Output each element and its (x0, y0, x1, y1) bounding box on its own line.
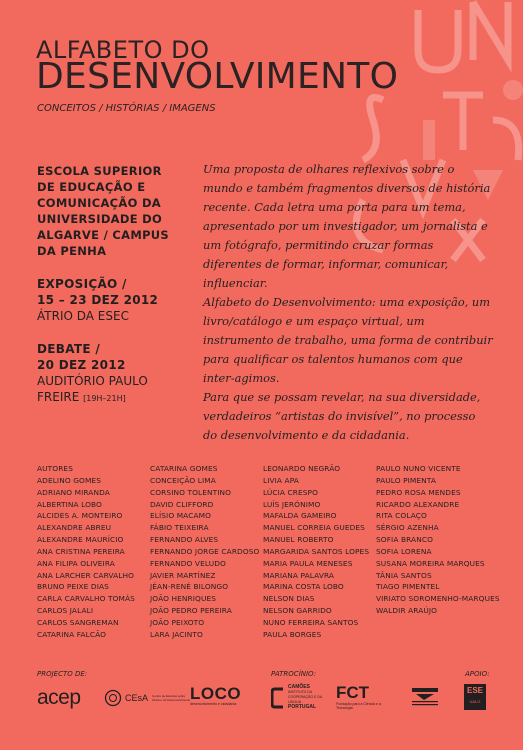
school-line: DE EDUCAÇÃO E (37, 180, 146, 194)
title-top: ALFABETO DO (36, 36, 210, 64)
apoio-label: APOIO: (465, 670, 490, 678)
camoes-text-3: PORTUGAL (288, 704, 317, 710)
author-name: MARINA COSTA LOBO (263, 582, 344, 592)
school-name (37, 163, 197, 259)
author-name: ANA CRISTINA PEREIRA (37, 546, 125, 556)
author-name: FERNANDO ALVES (150, 535, 219, 545)
author-name: MAFALDA GAMEIRO (263, 511, 337, 521)
author-name: JOÃO PEIXOTO (150, 617, 205, 627)
school-line: COMUNICAÇÃO DA (37, 196, 162, 210)
author-name: CATARINA FALCÃO (37, 629, 107, 639)
author-name: CONCEIÇÃO LIMA (150, 475, 216, 485)
author-name: ADRIANO MIRANDA (37, 487, 110, 497)
author-name: SUSANA MOREIRA MARQUES (376, 558, 485, 568)
cesa-subtext: Centro de Estudos sobre África e do Desenvolvimento (152, 694, 191, 702)
author-name: ANA LARCHER CARVALHO (37, 570, 135, 580)
author-name: MARIANA PALAVRA (263, 570, 335, 580)
cesa-logo (104, 689, 192, 707)
author-name: BRUNO PEIXE DIAS (37, 582, 109, 592)
author-name: CARLA CARVALHO TOMÁS (37, 594, 135, 604)
authors-column-2 (150, 463, 259, 641)
intro-text (203, 160, 493, 445)
author-name: TIAGO PIMENTEL (376, 582, 440, 592)
author-name: SÉRGIO AZENHA (376, 523, 439, 533)
camoes-text-1: CAMÕES (288, 684, 310, 690)
author-name: NELSON GARRIDO (263, 606, 332, 616)
exhibition-heading: EXPOSIÇÃO / (37, 277, 127, 291)
debate-time: [19H–21H] (83, 394, 126, 403)
exhibition-dates: 15 – 23 DEZ 2012 (37, 293, 159, 307)
camoes-text (288, 685, 328, 710)
intro-paragraph-1: Uma proposta de olhares reflexivos sobre o mundo e também fragmentos diversos de história recente. Cada letra uma porta para um tema, apresentado por um investigador, um jornalista e um fotógrafo, permitindo cruzar formas diferentes de formar, informar, comunicar, influenciar. (203, 162, 491, 290)
school-line: UNIVERSIDADE DO (37, 212, 163, 226)
author-name: MANUEL CORREIA GUEDES (263, 523, 365, 533)
ministry-emblem-icon (410, 686, 440, 706)
loco-logo (190, 685, 241, 706)
author-name: ELÍSIO MACAMO (150, 511, 212, 521)
intro-paragraph-2: Alfabeto do Desenvolvimento: uma exposição, um livro/catálogo e um espaço virtual, um instrumento de trabalho, uma forma de contribuir para qualificar os talentos humanos com que inter-agimos. (203, 295, 493, 385)
author-name: ANA FILIPA OLIVEIRA (37, 558, 115, 568)
exhibition-place: ÁTRIO DA ESEC (37, 309, 129, 323)
ese-subtext: UALG (469, 699, 481, 704)
loco-text: LOCO (190, 684, 242, 703)
debate-block (37, 341, 197, 407)
subtitle: CONCEITOS / HISTÓRIAS / IMAGENS (37, 103, 216, 114)
exhibition-block (37, 276, 197, 324)
author-name: TÂNIA SANTOS (376, 570, 432, 580)
ese-logo (464, 684, 486, 710)
debate-place: AUDITÓRIO PAULO (37, 374, 148, 388)
author-name: ALCIDES A. MONTEIRO (37, 511, 123, 521)
author-name: NUNO FERREIRA SANTOS (263, 617, 359, 627)
camoes-logo (271, 685, 328, 710)
author-name: MARGARIDA SANTOS LOPES (263, 546, 370, 556)
author-name: FERNANDO JORGE CARDOSO (150, 546, 260, 556)
loco-subtext: desenvolvimento e cidadania (190, 702, 237, 706)
author-name: MANUEL ROBERTO (263, 535, 334, 545)
debate-heading: DEBATE / (37, 342, 101, 356)
author-name: LEONARDO NEGRÃO (263, 464, 341, 473)
ministry-logo (410, 686, 440, 710)
author-name: LÚCIA CRESPO (263, 487, 319, 497)
author-name: CATARINA GOMES (150, 464, 218, 473)
author-name: PAULO PIMENTA (376, 475, 436, 485)
cesa-emblem-icon (104, 689, 122, 707)
author-name: CORSINO TOLENTINO (150, 487, 232, 497)
debate-place-line2 (37, 389, 197, 407)
author-name: ADELINO GOMES (37, 475, 101, 485)
author-name: JAVIER MARTÍNEZ (150, 570, 216, 580)
author-name: ALEXANDRE ABREU (37, 523, 112, 533)
debate-date: 20 DEZ 2012 (37, 358, 126, 372)
author-name: JOÃO HENRIQUES (150, 594, 217, 604)
author-name: NELSON DIAS (263, 594, 315, 604)
authors-column-1 (37, 463, 135, 641)
ese-text: ESE (466, 686, 483, 695)
author-name: VIRIATO SOROMENHO-MARQUES (376, 594, 500, 604)
author-name: PAULA BORGES (263, 629, 322, 639)
camoes-emblem-icon (271, 687, 285, 709)
patrocinio-label: PATROCÍNIO: (271, 670, 317, 678)
author-name: WALDIR ARAÚJO (376, 606, 438, 616)
author-name: CARLOS SANGREMAN (37, 617, 119, 627)
author-name: ALEXANDRE MAURÍCIO (37, 535, 124, 545)
authors-column-4 (376, 463, 500, 617)
page-title: DESENVOLVIMENTO (36, 56, 399, 97)
author-name: FERNANDO VELUDO (150, 558, 226, 568)
author-name: PAULO NUNO VICENTE (376, 464, 461, 473)
author-name: DAVID CLIFFORD (150, 499, 214, 509)
author-name: SOFIA LORENA (376, 546, 432, 556)
author-name: FÁBIO TEIXEIRA (150, 523, 209, 533)
authors-heading: AUTORES (37, 464, 73, 473)
fct-subtext: Fundação para a Ciência e a Tecnologia (336, 702, 381, 710)
author-name: PEDRO ROSA MENDES (376, 487, 461, 497)
author-name: SOFIA BRANCO (376, 535, 434, 545)
fct-logo (336, 684, 396, 710)
author-name: RITA COLAÇO (376, 511, 427, 521)
debate-place-2: FREIRE (37, 390, 80, 404)
camoes-text-2: INSTITUTO DA COOPERAÇÃO E DA LÍNGUA (288, 690, 323, 704)
acep-logo: acep (37, 686, 81, 709)
author-name: MARIA PAULA MENESES (263, 558, 353, 568)
event-info (37, 163, 197, 407)
author-name: RICARDO ALEXANDRE (376, 499, 460, 509)
authors-column-3 (263, 463, 369, 641)
projecto-label: PROJECTO DE: (37, 670, 88, 678)
author-name: LUÍS JERÓNIMO (263, 499, 321, 509)
cesa-text: CEsA (125, 693, 149, 703)
author-name: JOÃO PEDRO PEREIRA (150, 606, 232, 616)
fct-text: FCT (336, 683, 370, 702)
school-line: ALGARVE / CAMPUS (37, 228, 170, 242)
author-name: CARLOS JALALI (37, 606, 94, 616)
author-name: LARA JACINTO (150, 629, 203, 639)
author-name: JÉAN-RENÉ BILONGO (150, 582, 229, 592)
school-line: ESCOLA SUPERIOR (37, 164, 162, 178)
intro-paragraph-3: Para que se possam revelar, na sua diversidade, verdadeiros “artistas do invisível”, no processo do desenvolvimento e da cidadania. (203, 390, 481, 442)
author-name: ALBERTINA LOBO (37, 499, 102, 509)
school-line: DA PENHA (37, 244, 107, 258)
author-name: LIVIA APA (263, 475, 299, 485)
